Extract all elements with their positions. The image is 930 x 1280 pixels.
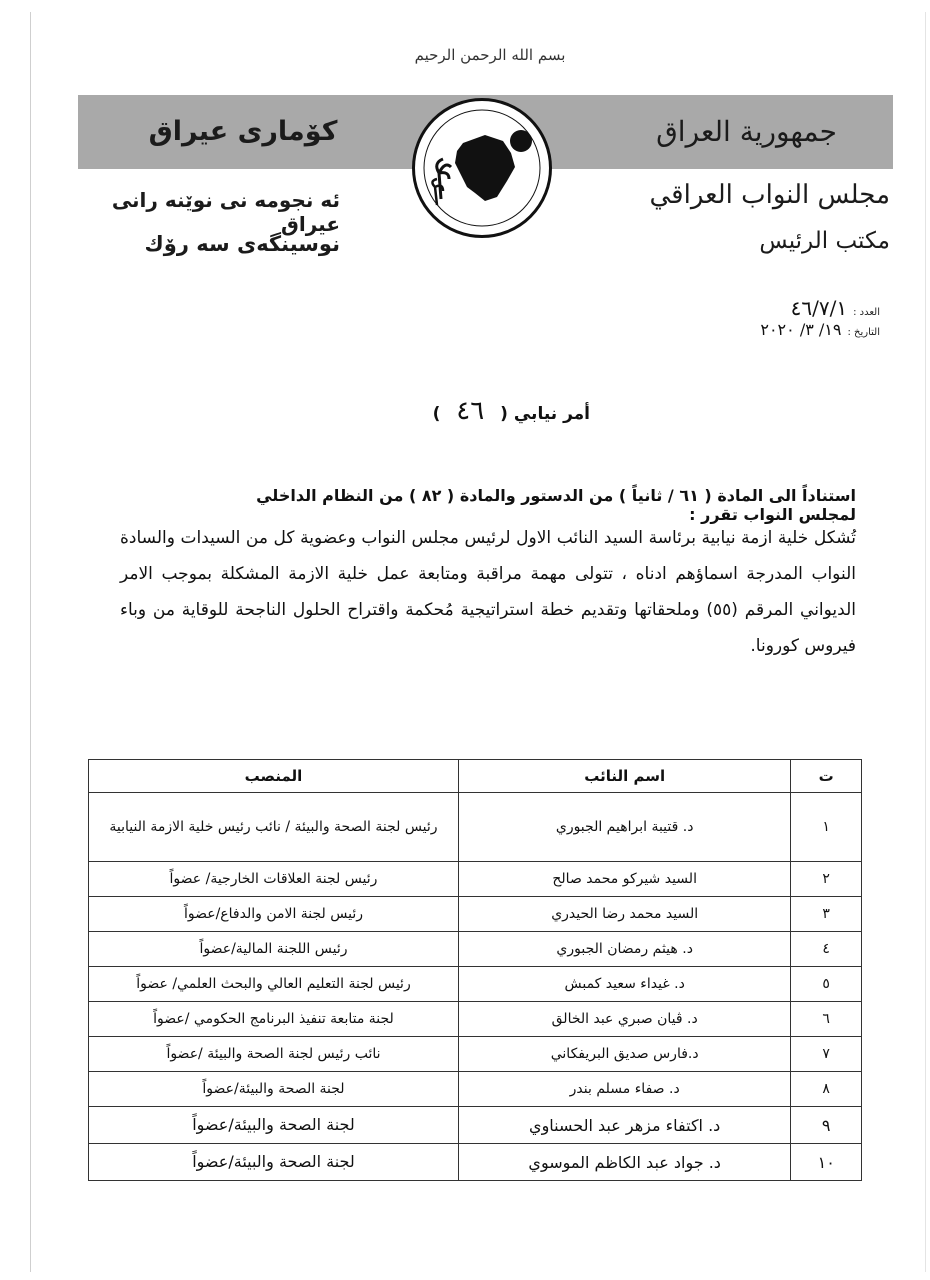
member-name: السيد شيركو محمد صالح: [458, 862, 790, 897]
row-index: ٢: [791, 862, 862, 897]
arabic-parliament-name: مجلس النواب العراقي: [649, 180, 890, 210]
row-index: ١٠: [791, 1144, 862, 1181]
row-index: ٤: [791, 932, 862, 967]
table-row: [89, 1107, 862, 1144]
reference-number-label: العدد :: [853, 307, 880, 318]
reference-number-value: ٤٦/٧/١: [790, 296, 848, 320]
member-name: د. اكتفاء مزهر عبد الحسناوي: [458, 1107, 790, 1144]
table-row: [89, 932, 862, 967]
row-index: ٨: [791, 1072, 862, 1107]
table-row: [89, 967, 862, 1002]
member-position: رئيس لجنة التعليم العالي والبحث العلمي/ عضواً: [89, 967, 459, 1002]
member-position: نائب رئيس لجنة الصحة والبيئة /عضواً: [89, 1037, 459, 1072]
row-index: ١: [791, 793, 862, 862]
table-row: [89, 862, 862, 897]
table-row: [89, 897, 862, 932]
member-name: د.فارس صديق البريفكاني: [458, 1037, 790, 1072]
member-position: لجنة الصحة والبيئة/عضواً: [89, 1144, 459, 1181]
table-row: [89, 1072, 862, 1107]
palm-tree: [437, 159, 451, 199]
table-row: [89, 793, 862, 862]
table-row: [89, 1002, 862, 1037]
members-table: [88, 759, 862, 1181]
sun-disc: [510, 130, 532, 152]
member-position: رئيس لجنة الامن والدفاع/عضواً: [89, 897, 459, 932]
member-position: لجنة الصحة والبيئة/عضواً: [89, 1107, 459, 1144]
row-index: ٥: [791, 967, 862, 1002]
arabic-office-name: مكتب الرئيس: [759, 228, 890, 254]
member-name: د. غيداء سعيد كمبش: [458, 967, 790, 1002]
body-paragraph: تُشكل خلية ازمة نيابية برئاسة السيد النائب الاول لرئيس مجلس النواب وعضوية كل من السيدات والسادة النواب المدرجة اسماؤهم ادناه ، تتولى مهمة مراقبة ومتابعة عمل خلية الازمة المشكلة بموجب الامر الديواني المرقم (٥٥) وملحقاتها وتقديم خطة استراتيجية مُحكمة واقتراح الحلول الناجحة للوقاية من وباء فيروس كورونا.: [120, 528, 856, 656]
member-position: رئيس لجنة العلاقات الخارجية/ عضواً: [89, 862, 459, 897]
member-name: د. قتيبة ابراهيم الجبوري: [458, 793, 790, 862]
member-position: رئيس اللجنة المالية/عضواً: [89, 932, 459, 967]
table-header-row: [89, 760, 862, 793]
page-left-edge: [30, 12, 31, 1272]
reference-date-value: ١٩/ ٣/ ٢٠٢٠: [760, 320, 842, 339]
row-index: ٦: [791, 1002, 862, 1037]
row-index: ٣: [791, 897, 862, 932]
table-row: [89, 1144, 862, 1181]
reference-date-row: [700, 320, 880, 344]
basmala: بسم الله الرحمن الرحيم: [414, 46, 566, 64]
order-number: ٤٦: [456, 396, 485, 426]
reference-number-row: [700, 296, 880, 320]
kurdish-office-name: نوسينگه‌ى سه رۆك: [144, 232, 340, 256]
member-position: رئيس لجنة الصحة والبيئة / نائب رئيس خلية الازمة النيابية: [89, 793, 459, 862]
banner-arabic-title: جمهورية العراق: [656, 115, 837, 148]
column-header-index: ت: [791, 760, 862, 793]
member-name: د. ڤيان صبري عبد الخالق: [458, 1002, 790, 1037]
column-header-name: اسم النائب: [458, 760, 790, 793]
member-name: د. صفاء مسلم بندر: [458, 1072, 790, 1107]
emblem-graphic: [415, 101, 549, 235]
kurdish-parliament-name: ئه نجومه نى نوێنه رانى عيراق: [111, 188, 340, 236]
row-index: ٩: [791, 1107, 862, 1144]
order-title: أمر نيابي: [513, 404, 590, 424]
page-right-edge: [925, 12, 926, 1272]
row-index: ٧: [791, 1037, 862, 1072]
banner-kurdish-title: كۆمارى عيراق: [148, 116, 338, 147]
column-header-position: المنصب: [89, 760, 459, 793]
member-position: لجنة متابعة تنفيذ البرنامج الحكومي /عضواً: [89, 1002, 459, 1037]
member-position: لجنة الصحة والبيئة/عضواً: [89, 1072, 459, 1107]
iraq-map-shape: [455, 135, 515, 201]
member-name: د. جواد عبد الكاظم الموسوي: [458, 1144, 790, 1181]
reference-block: [700, 296, 880, 344]
order-open-paren: (: [500, 404, 508, 424]
member-name: د. هيثم رمضان الجبوري: [458, 932, 790, 967]
preamble-text: استناداً الى المادة ( ٦١ / ثانياً ) من الدستور والمادة ( ٨٢ ) من النظام الداخلي لمجلس النواب تقرر :: [256, 486, 856, 524]
table-row: [89, 1037, 862, 1072]
member-name: السيد محمد رضا الحيدري: [458, 897, 790, 932]
parliament-emblem: [412, 98, 552, 238]
reference-date-label: التاريخ :: [847, 327, 880, 338]
order-heading: [300, 396, 590, 426]
order-close-paren: ): [432, 404, 441, 424]
